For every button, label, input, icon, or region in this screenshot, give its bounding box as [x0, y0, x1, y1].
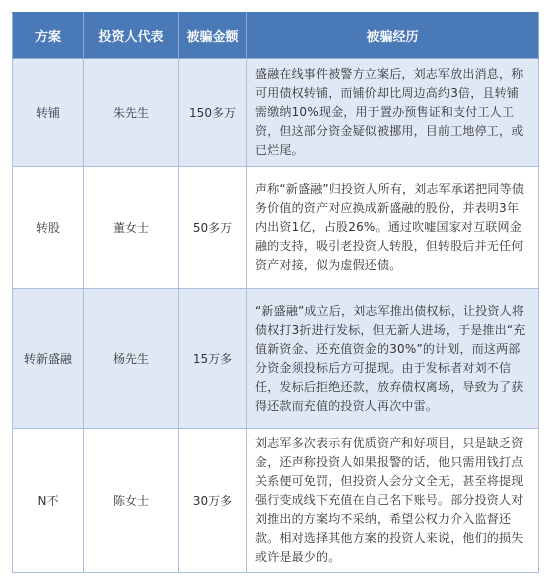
cell-investor: 杨先生	[84, 289, 179, 429]
cell-story: “新盛融”成立后，刘志军推出债权标，让投资人将债权打3折进行发标，但无新人进场，于是推出“充值新资金、还充值资金的30%”的计划，而这两部分资金须投标后方可提现。由于发标者对刘不信任，发标后拒绝还款，放弃债权离场，导致为了获得还款而充值的投资人再次中雷。	[247, 289, 539, 429]
cell-story: 刘志军多次表示有优质资产和好项目，只是缺乏资金，还声称投资人如果报警的话，他只需用钱打点关系便可免罚，但投资人会分文全无，甚至将提现强行变成线下充值在自己名下账号。部分投资人对刘推出的方案均不采纳，希望公权力介入监督还款。相对选择其他方案的投资人来说，他们的损失或许是最少的。	[247, 429, 539, 573]
cell-story: 声称“新盛融”归投资人所有，刘志军承诺把同等债务价值的资产对应换成新盛融的股份，并表明3年内出资1亿，占股26%。通过吹嘘国家对互联网金融的支持，吸引老投资人转股，但转股后并无任何资产对接，似为虚假还债。	[247, 167, 539, 289]
header-plan: 方案	[13, 13, 84, 59]
table-row	[13, 167, 539, 289]
cell-amount: 30万多	[179, 429, 247, 573]
table-header-row	[13, 13, 539, 59]
cell-plan: 转铺	[13, 59, 84, 167]
cell-amount: 150多万	[179, 59, 247, 167]
cell-amount: 50多万	[179, 167, 247, 289]
cell-investor: 董女士	[84, 167, 179, 289]
cell-investor: 朱先生	[84, 59, 179, 167]
cell-story: 盛融在线事件被警方立案后，刘志军放出消息，称可用债权转铺，而铺价却比周边高约3倍，且转铺需缴纳10%现金，用于置办预售证和支付工人工资，但这部分资金疑似被挪用，目前工地停工，或已烂尾。	[247, 59, 539, 167]
header-investor: 投资人代表	[84, 13, 179, 59]
fraud-cases-table	[12, 12, 539, 573]
header-story: 被骗经历	[247, 13, 539, 59]
cell-plan: 转股	[13, 167, 84, 289]
table-row	[13, 289, 539, 429]
header-amount: 被骗金额	[179, 13, 247, 59]
table-row	[13, 429, 539, 573]
cell-plan: N不	[13, 429, 84, 573]
cell-investor: 陈女士	[84, 429, 179, 573]
table-row	[13, 59, 539, 167]
fraud-table-container	[12, 12, 538, 573]
cell-plan: 转新盛融	[13, 289, 84, 429]
cell-amount: 15万多	[179, 289, 247, 429]
